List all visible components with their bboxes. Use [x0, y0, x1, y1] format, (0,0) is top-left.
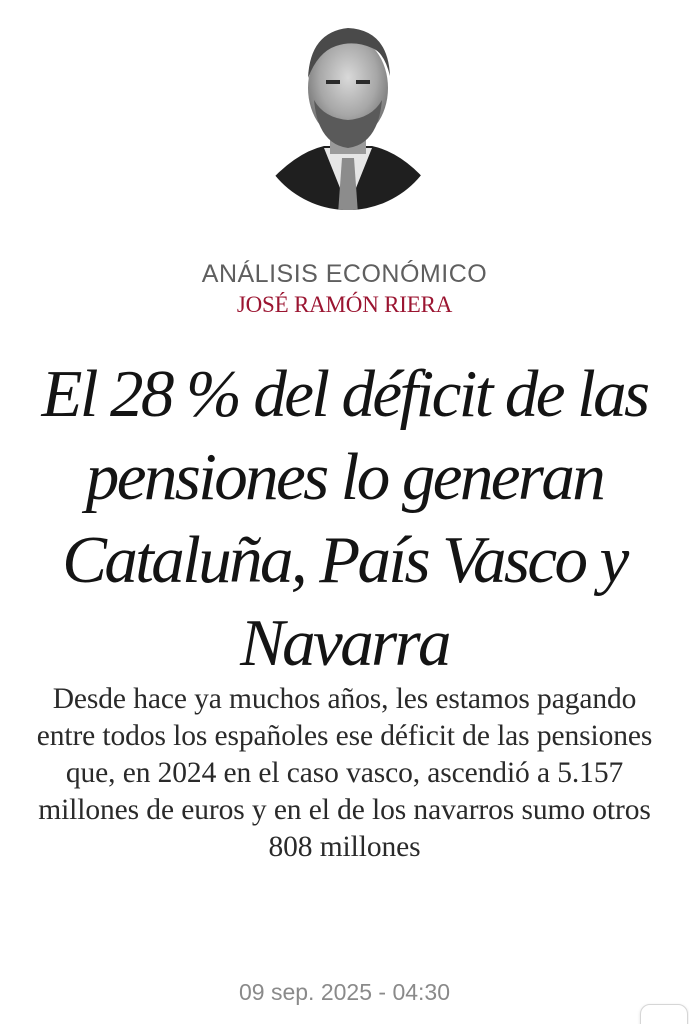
floating-action-button[interactable]: [640, 1004, 688, 1024]
author-name[interactable]: JOSÉ RAMÓN RIERA: [236, 292, 453, 317]
subheadline: Desde hace ya muchos años, les estamos pagando entre todos los españoles ese déficit de las pensiones que, en 2024 en el caso vasco, ascendió a 5.157 millones de euros y en el de los navarros sumo otros 808 millones: [36, 683, 653, 863]
headline: El 28 % del déficit de las pensiones lo generan Cataluña, País Vasco y Navarra: [41, 357, 648, 680]
publish-timestamp: 09 sep. 2025 - 04:30: [239, 979, 450, 1005]
author-photo: [254, 18, 442, 214]
section-label[interactable]: ANÁLISIS ECONÓMICO: [201, 260, 488, 288]
